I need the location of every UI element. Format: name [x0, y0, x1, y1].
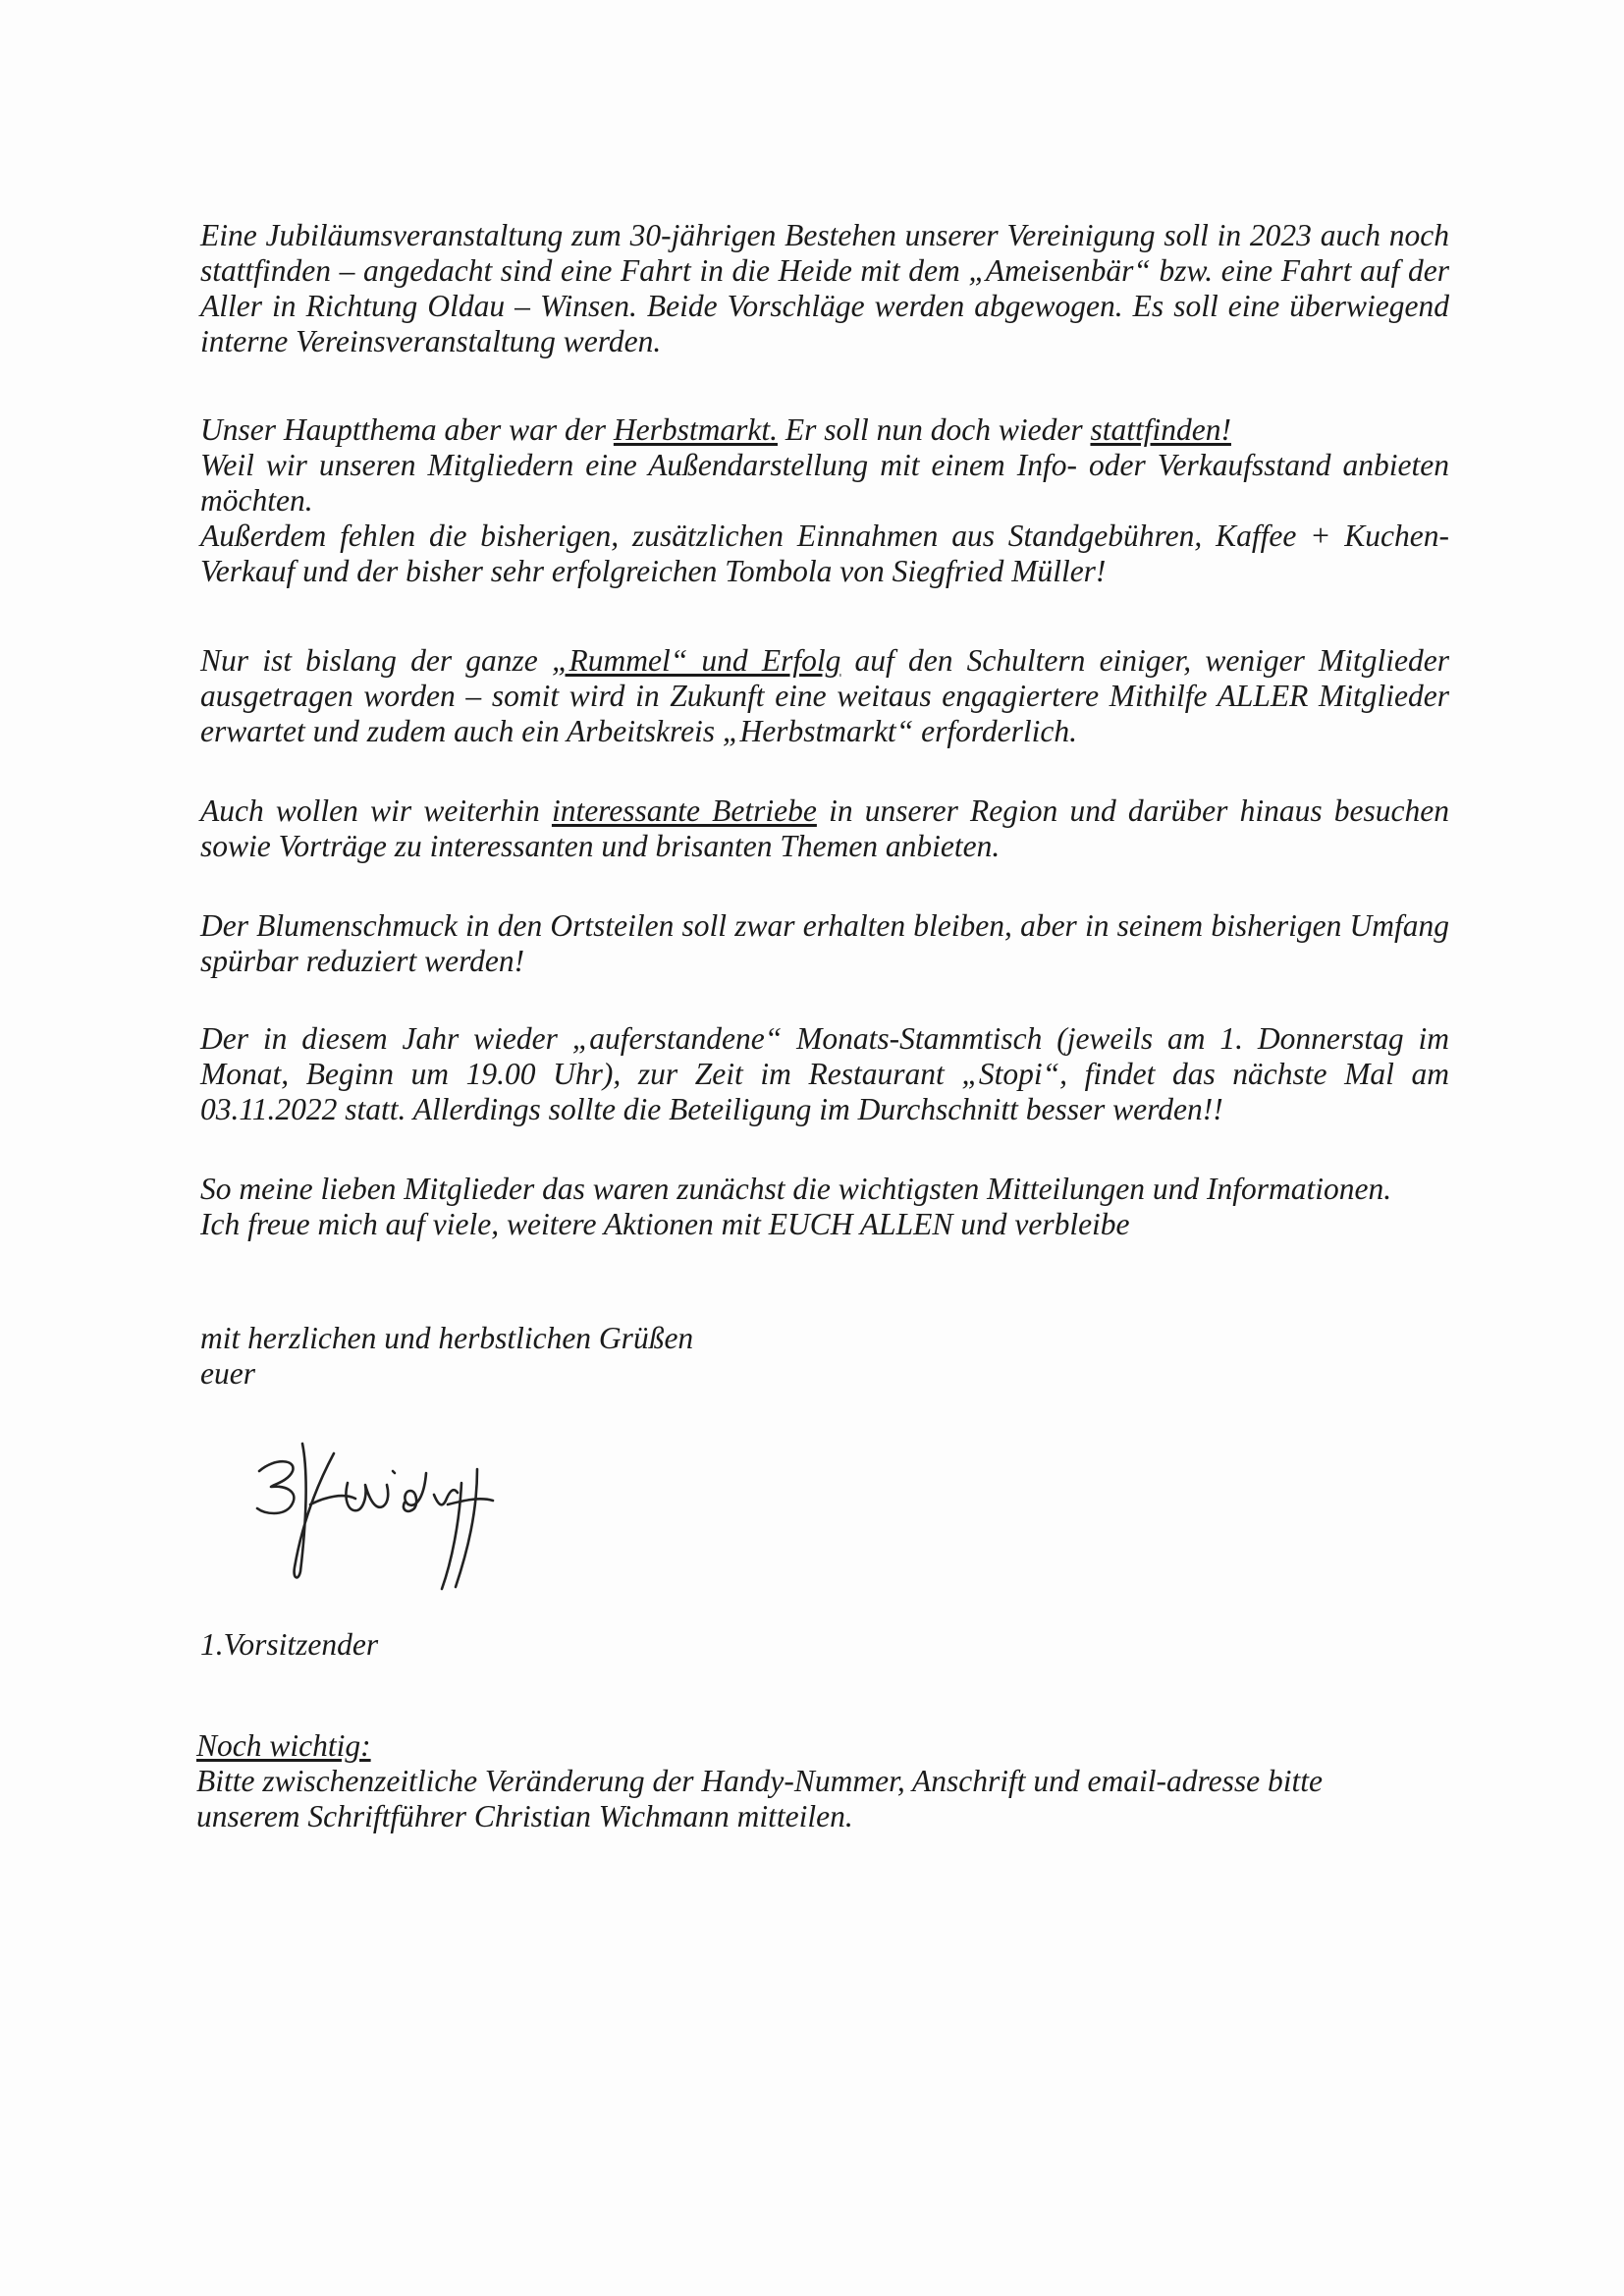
underlined-rummel: „Rummel“ und Erfolg	[551, 643, 841, 678]
text-span: Auch wollen wir weiterhin	[200, 793, 552, 828]
paragraph-rummel	[200, 643, 1449, 749]
paragraph-text: Eine Jubiläumsveranstaltung zum 30-jährigen Bestehen unserer Vereinigung soll in 2023 auch noch stattfinden – angedacht sind eine Fahrt in die Heide mit dem „Ameisenbär“ bzw. eine Fahrt auf der Aller in Richtung Oldau – Winsen. Beide Vorschläge werden abgewogen. Es soll eine überwiegend interne Vereinsveranstaltung werden.	[200, 218, 1449, 358]
paragraph-text: Der Blumenschmuck in den Ortsteilen soll zwar erhalten bleiben, aber in seinem bisherigen Umfang spürbar reduziert werden!	[200, 908, 1449, 978]
paragraph-text	[200, 643, 1449, 749]
underlined-herbstmarkt: Herbstmarkt.	[613, 412, 778, 447]
paragraph-line	[200, 412, 1449, 448]
paragraph-closing-remarks	[200, 1172, 1449, 1242]
notice-line: unserem Schriftführer Christian Wichmann mitteilen.	[196, 1799, 853, 1833]
closing-greeting: mit herzlichen und herbstlichen Grüßen	[200, 1321, 694, 1355]
paragraph-text	[200, 793, 1449, 864]
text-span: auf den Schultern einiger, weniger Mitglieder ausgetragen worden – somit wird in Zukunft eine weitaus engagiertere Mithilfe ALLER Mitglieder erwartet und zudem auch ein Arbeitskreis „Herbstmarkt“ erforderlich.	[200, 643, 1449, 748]
paragraph-line: Weil wir unseren Mitgliedern eine Außendarstellung mit einem Info- oder Verkaufsstand anbieten möchten.	[200, 448, 1449, 518]
closing-euer: euer	[200, 1356, 255, 1391]
paragraph-text: Der in diesem Jahr wieder „auferstandene“ Monats-Stammtisch (jeweils am 1. Donnerstag im Monat, Beginn um 19.00 Uhr), zur Zeit im Restaurant „Stopi“, findet das nächste Mal am 03.11.2022 statt. Allerdings sollte die Beteiligung im Durchschnitt besser werden!!	[200, 1021, 1449, 1126]
signer-title: 1.Vorsitzender	[200, 1627, 379, 1662]
text-span: Nur ist bislang der ganze	[200, 643, 552, 678]
text-span: in unserer Region und darüber hinaus besuchen sowie Vorträge zu interessanten und brisanten Themen anbieten.	[200, 793, 1449, 863]
paragraph-betriebe	[200, 793, 1449, 864]
paragraph-stammtisch	[200, 1021, 1449, 1127]
paragraph-line: Außerdem fehlen die bisherigen, zusätzlichen Einnahmen aus Standgebühren, Kaffee + Kuchen-Verkauf und der bisher sehr erfolgreichen Tombola von Siegfried Müller!	[200, 519, 1449, 588]
notice-heading: Noch wichtig:	[196, 1728, 371, 1763]
notice-line: Bitte zwischenzeitliche Veränderung der Handy-Nummer, Anschrift und email-adresse bitte	[196, 1764, 1323, 1798]
important-notice	[196, 1728, 1473, 1834]
underlined-betriebe: interessante Betriebe	[551, 793, 817, 828]
paragraph-anniversary	[200, 218, 1449, 359]
handwritten-signature	[245, 1414, 540, 1601]
paragraph-herbstmarkt	[200, 412, 1449, 589]
text-span: Unser Hauptthema aber war der	[200, 412, 614, 447]
underlined-stattfinden: stattfinden!	[1090, 412, 1231, 447]
paragraph-line: Ich freue mich auf viele, weitere Aktionen mit EUCH ALLEN und verbleibe	[200, 1207, 1130, 1241]
paragraph-line: So meine lieben Mitglieder das waren zunächst die wichtigsten Mitteilungen und Informationen.	[200, 1172, 1392, 1206]
text-span: Er soll nun doch wieder	[777, 412, 1091, 447]
paragraph-blumenschmuck	[200, 908, 1449, 979]
